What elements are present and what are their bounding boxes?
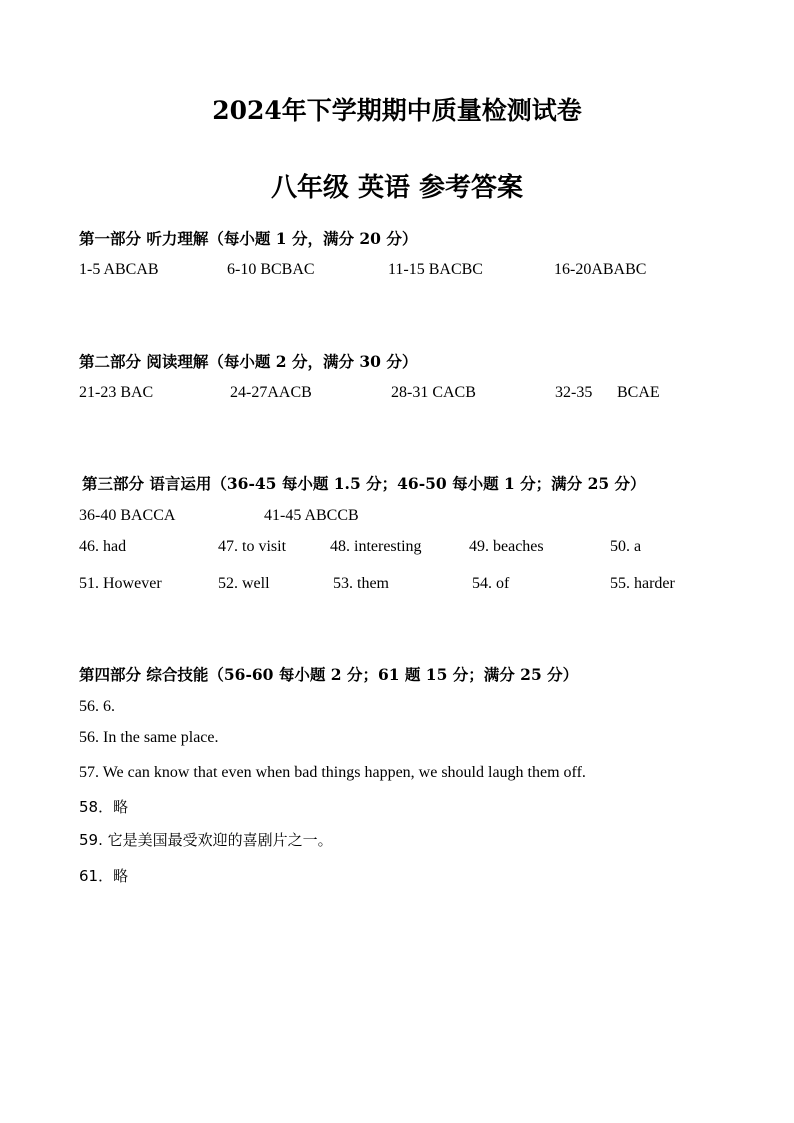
answer-group: 6-10 BCBAC: [227, 261, 315, 278]
answer-group: 32-35: [555, 384, 593, 401]
part1-answer-row: [0, 259, 794, 281]
answer-item: 52. well: [218, 575, 270, 592]
answer-item: 47. to visit: [218, 538, 287, 555]
answer-line: 58．略: [79, 798, 129, 816]
answer-line: 56. In the same place.: [79, 729, 219, 746]
part2-answer-row: [0, 382, 794, 404]
exam-title: 2024年下学期期中质量检测试卷: [212, 96, 582, 125]
part1-heading: 第一部分 听力理解（每小题 1 分，满分 20 分）: [79, 229, 418, 248]
answer-item: 51. However: [79, 575, 162, 592]
answer-item: 46. had: [79, 538, 127, 555]
answer-group: 11-15 BACBC: [388, 261, 483, 278]
part2-heading: 第二部分 阅读理解（每小题 2 分，满分 30 分）: [79, 352, 418, 371]
answer-group: 16-20ABABC: [554, 261, 647, 278]
answer-group: 1-5 ABCAB: [79, 261, 159, 278]
answer-item: 55. harder: [610, 575, 675, 592]
answer-line: 56. 6.: [79, 698, 115, 715]
answer-item: 53. them: [333, 575, 389, 592]
answer-group: BCAE: [617, 384, 660, 401]
answer-group: 36-40 BACCA: [79, 507, 176, 524]
answer-item: 54. of: [472, 575, 510, 592]
answer-group: 24-27AACB: [230, 384, 312, 401]
answer-group: 41-45 ABCCB: [264, 507, 359, 524]
answer-item: 49. beaches: [469, 538, 544, 555]
answer-item: 48. interesting: [330, 538, 422, 555]
answer-group: 28-31 CACB: [391, 384, 476, 401]
part3-answer-row-3: [0, 573, 794, 595]
answer-line: 57. We can know that even when bad things happen, we should laugh them off.: [79, 764, 586, 781]
exam-subtitle: 八年级 英语 参考答案: [270, 173, 524, 203]
answer-group: 21-23 BAC: [79, 384, 154, 401]
part3-answer-row-1: [0, 505, 794, 527]
answer-line: 59. 它是美国最受欢迎的喜剧片之一。: [79, 831, 333, 849]
part3-answer-row-2: [0, 536, 794, 558]
answer-line: 61．略: [79, 867, 129, 885]
part4-heading: 第四部分 综合技能（56-60 每小题 2 分；61 题 15 分；满分 25 分）: [79, 665, 579, 684]
answer-item: 50. a: [610, 538, 642, 555]
part3-heading: 第三部分 语言运用（36-45 每小题 1.5 分；46-50 每小题 1 分；满分 25 分）: [82, 474, 646, 493]
